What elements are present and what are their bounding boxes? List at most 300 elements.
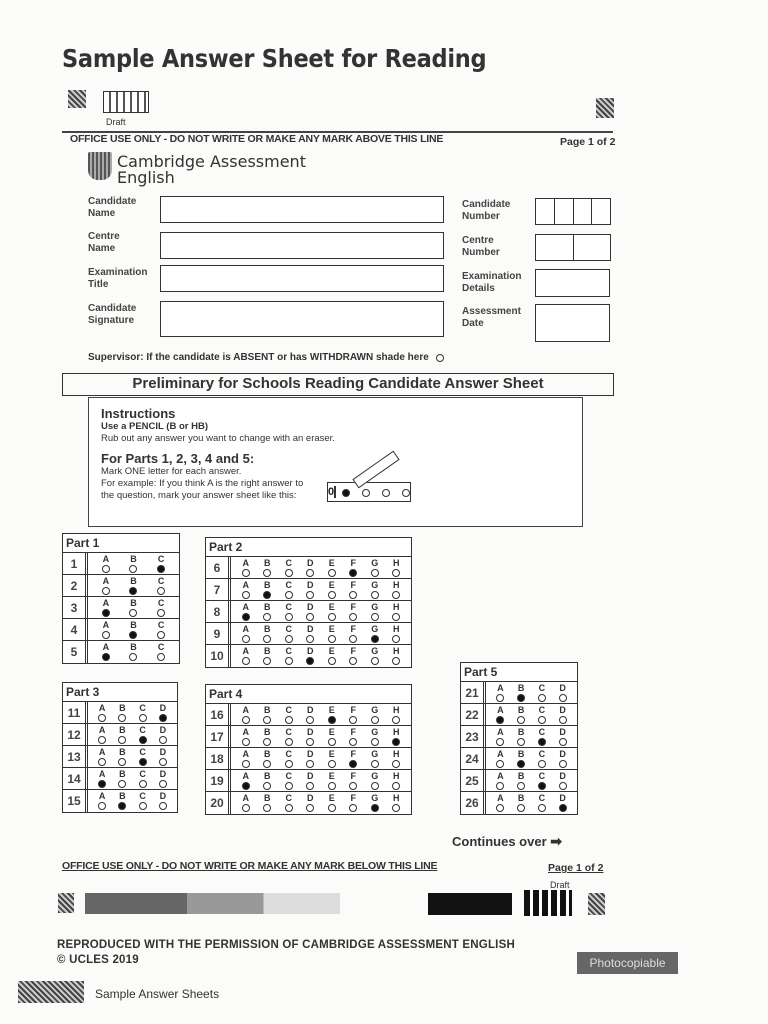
answer-option[interactable] (538, 748, 546, 769)
answer-option[interactable] (328, 748, 336, 769)
answer-bubble[interactable] (496, 738, 504, 746)
answer-option[interactable] (392, 748, 400, 769)
answer-option[interactable] (371, 645, 379, 667)
answer-bubble[interactable] (538, 716, 546, 724)
answer-bubble[interactable] (392, 591, 400, 599)
answer-bubble[interactable] (306, 569, 314, 577)
answer-bubble[interactable] (263, 782, 271, 790)
answer-option[interactable] (328, 792, 336, 814)
answer-bubble[interactable] (102, 565, 110, 573)
answer-bubble[interactable] (371, 613, 379, 621)
answer-option[interactable] (242, 579, 250, 600)
answer-bubble[interactable] (559, 694, 567, 702)
answer-option[interactable] (392, 645, 400, 667)
answer-bubble-filled[interactable] (139, 758, 147, 766)
answer-option[interactable] (517, 770, 525, 791)
answer-bubble-filled[interactable] (242, 613, 250, 621)
answer-option[interactable] (538, 704, 546, 725)
answer-bubble[interactable] (306, 738, 314, 746)
answer-bubble[interactable] (328, 782, 336, 790)
answer-option[interactable] (392, 601, 400, 622)
answer-bubble[interactable] (306, 613, 314, 621)
answer-bubble[interactable] (371, 782, 379, 790)
answer-option[interactable] (349, 601, 357, 622)
answer-bubble[interactable] (285, 804, 293, 812)
answer-bubble[interactable] (371, 591, 379, 599)
answer-bubble-filled[interactable] (559, 804, 567, 812)
answer-option[interactable] (328, 579, 336, 600)
answer-option[interactable] (306, 704, 314, 725)
answer-bubble[interactable] (242, 657, 250, 665)
answer-bubble[interactable] (349, 716, 357, 724)
question-number: 5 (63, 641, 88, 663)
answer-option[interactable] (538, 770, 546, 791)
answer-option[interactable] (139, 724, 147, 745)
answer-option[interactable] (242, 645, 250, 667)
answer-option[interactable] (349, 579, 357, 600)
answer-option[interactable] (349, 557, 357, 578)
answer-option[interactable] (306, 792, 314, 814)
answer-option[interactable] (285, 645, 293, 667)
answer-option[interactable] (496, 726, 504, 747)
answer-option[interactable] (139, 746, 147, 767)
answer-option[interactable] (559, 792, 567, 814)
answer-bubble[interactable] (306, 591, 314, 599)
option-letter: E (328, 749, 335, 759)
answer-option[interactable] (328, 645, 336, 667)
answer-option[interactable] (306, 601, 314, 622)
answer-bubble[interactable] (159, 736, 167, 744)
answer-option[interactable] (538, 726, 546, 747)
answer-bubble[interactable] (538, 804, 546, 812)
answer-bubble[interactable] (159, 802, 167, 810)
answer-bubble-filled[interactable] (349, 760, 357, 768)
answer-bubble[interactable] (285, 657, 293, 665)
answer-bubble[interactable] (559, 716, 567, 724)
assessment-date-field[interactable] (535, 304, 610, 342)
answer-bubble[interactable] (102, 631, 110, 639)
answer-option[interactable] (517, 704, 525, 725)
answer-option[interactable] (328, 601, 336, 622)
answer-option[interactable] (392, 579, 400, 600)
answer-bubble[interactable] (371, 716, 379, 724)
option-letter: D (559, 727, 566, 737)
answer-bubble[interactable] (371, 569, 379, 577)
answer-bubble-filled[interactable] (371, 635, 379, 643)
answer-bubble[interactable] (285, 569, 293, 577)
answer-option[interactable] (98, 724, 106, 745)
answer-bubble[interactable] (392, 613, 400, 621)
answer-option[interactable] (306, 770, 314, 791)
answer-option[interactable] (371, 770, 379, 791)
answer-bubble[interactable] (242, 804, 250, 812)
answer-bubble-filled[interactable] (328, 716, 336, 724)
answer-bubble[interactable] (496, 760, 504, 768)
answer-bubble[interactable] (496, 694, 504, 702)
answer-option[interactable] (157, 575, 165, 596)
answer-option[interactable] (285, 770, 293, 791)
answer-option[interactable] (263, 557, 271, 578)
answer-bubble-filled[interactable] (129, 587, 137, 595)
answer-option[interactable] (285, 792, 293, 814)
option-letter: E (328, 580, 335, 590)
answer-option[interactable] (328, 726, 336, 747)
answer-bubble[interactable] (349, 657, 357, 665)
answer-bubble[interactable] (98, 736, 106, 744)
answer-option[interactable] (129, 619, 137, 640)
answer-bubble[interactable] (559, 760, 567, 768)
answer-bubble[interactable] (139, 780, 147, 788)
answer-bubble-filled[interactable] (306, 657, 314, 665)
answer-bubble-filled[interactable] (349, 569, 357, 577)
answer-bubble-filled[interactable] (102, 609, 110, 617)
answer-bubble-filled[interactable] (139, 736, 147, 744)
answer-bubble[interactable] (159, 758, 167, 766)
question-number: 18 (206, 748, 231, 769)
answer-bubble[interactable] (517, 782, 525, 790)
answer-option[interactable] (159, 724, 167, 745)
answer-option[interactable] (496, 770, 504, 791)
answer-option[interactable] (306, 748, 314, 769)
answer-option[interactable] (392, 726, 400, 747)
candidate-number-field[interactable] (535, 198, 611, 225)
instructions-example: For example: If you think A is the right answer to (101, 478, 304, 489)
question-number: 12 (63, 724, 88, 745)
answer-bubble[interactable] (263, 569, 271, 577)
answer-option[interactable] (263, 704, 271, 725)
answer-bubble[interactable] (285, 613, 293, 621)
answer-bubble[interactable] (118, 736, 126, 744)
answer-bubble[interactable] (496, 782, 504, 790)
answer-bubble[interactable] (328, 569, 336, 577)
answer-option[interactable] (102, 597, 110, 618)
answer-bubble[interactable] (371, 657, 379, 665)
answer-bubble[interactable] (285, 738, 293, 746)
answer-option[interactable] (242, 726, 250, 747)
answer-bubble[interactable] (349, 738, 357, 746)
answer-bubble[interactable] (129, 565, 137, 573)
answer-option[interactable] (538, 792, 546, 814)
exam-title-field[interactable] (160, 265, 444, 292)
answer-option[interactable] (371, 726, 379, 747)
answer-option[interactable] (328, 557, 336, 578)
answer-option[interactable] (102, 619, 110, 640)
answer-option[interactable] (139, 790, 147, 812)
answer-option[interactable] (263, 770, 271, 791)
answer-bubble[interactable] (242, 635, 250, 643)
answer-bubble[interactable] (349, 613, 357, 621)
answer-option[interactable] (157, 619, 165, 640)
answer-option[interactable] (559, 682, 567, 703)
answer-bubble[interactable] (559, 782, 567, 790)
answer-option[interactable] (98, 746, 106, 767)
answer-bubble[interactable] (263, 613, 271, 621)
answer-option[interactable] (263, 579, 271, 600)
answer-option[interactable] (118, 702, 126, 723)
answer-option[interactable] (159, 768, 167, 789)
answer-option[interactable] (102, 553, 110, 574)
answer-bubble[interactable] (98, 714, 106, 722)
answer-option[interactable] (349, 770, 357, 791)
answer-bubble[interactable] (129, 609, 137, 617)
answer-option[interactable] (139, 768, 147, 789)
answer-bubble[interactable] (306, 782, 314, 790)
answer-option[interactable] (159, 746, 167, 767)
answer-bubble[interactable] (263, 635, 271, 643)
answer-option[interactable] (159, 790, 167, 812)
answer-bubble[interactable] (263, 738, 271, 746)
answer-bubble[interactable] (98, 802, 106, 810)
answer-bubble[interactable] (306, 635, 314, 643)
answer-bubble[interactable] (263, 657, 271, 665)
answer-option[interactable] (349, 792, 357, 814)
answer-option[interactable] (159, 702, 167, 723)
answer-bubble[interactable] (371, 738, 379, 746)
signature-field[interactable] (160, 301, 444, 337)
answer-option[interactable] (306, 645, 314, 667)
option-letter: A (497, 683, 504, 693)
answer-bubble[interactable] (538, 694, 546, 702)
answer-bubble[interactable] (139, 802, 147, 810)
answer-bubble[interactable] (118, 758, 126, 766)
answer-option[interactable] (285, 704, 293, 725)
answer-option[interactable] (349, 645, 357, 667)
answer-bubble[interactable] (285, 591, 293, 599)
answer-option[interactable] (242, 792, 250, 814)
answer-option[interactable] (371, 792, 379, 814)
answer-option[interactable] (349, 704, 357, 725)
answer-option[interactable] (371, 557, 379, 578)
option-letter: F (350, 793, 356, 803)
answer-bubble[interactable] (392, 760, 400, 768)
answer-option[interactable] (263, 645, 271, 667)
answer-bubble-filled[interactable] (371, 804, 379, 812)
answer-bubble-filled[interactable] (496, 716, 504, 724)
answer-option[interactable] (392, 792, 400, 814)
answer-option[interactable] (102, 575, 110, 596)
answer-bubble[interactable] (349, 591, 357, 599)
answer-option[interactable] (328, 704, 336, 725)
answer-option[interactable] (263, 726, 271, 747)
answer-option[interactable] (157, 597, 165, 618)
answer-bubble[interactable] (159, 780, 167, 788)
answer-option[interactable] (496, 704, 504, 725)
answer-option[interactable] (118, 790, 126, 812)
answer-bubble[interactable] (349, 804, 357, 812)
answer-bubble[interactable] (242, 591, 250, 599)
question-number: 15 (63, 790, 88, 812)
answer-option[interactable] (118, 746, 126, 767)
answer-bubble[interactable] (392, 782, 400, 790)
answer-option[interactable] (242, 601, 250, 622)
answer-option[interactable] (306, 726, 314, 747)
answer-bubble[interactable] (98, 758, 106, 766)
answer-bubble[interactable] (392, 716, 400, 724)
exam-details-field[interactable] (535, 269, 610, 297)
answer-option[interactable] (392, 770, 400, 791)
answer-option[interactable] (98, 790, 106, 812)
answer-option[interactable] (538, 682, 546, 703)
answer-bubble[interactable] (157, 653, 165, 661)
answer-option[interactable] (285, 748, 293, 769)
answer-option[interactable] (371, 623, 379, 644)
answer-bubble[interactable] (349, 782, 357, 790)
answer-bubble[interactable] (285, 760, 293, 768)
timing-marks (103, 91, 149, 113)
answer-bubble[interactable] (328, 591, 336, 599)
centre-name-field[interactable] (160, 232, 444, 259)
question-number: 24 (461, 748, 486, 769)
centre-number-field[interactable] (535, 234, 611, 261)
answer-bubble[interactable] (306, 716, 314, 724)
answer-option[interactable] (129, 597, 137, 618)
answer-bubble-filled[interactable] (517, 760, 525, 768)
answer-bubble[interactable] (263, 760, 271, 768)
absent-bubble[interactable] (436, 354, 444, 362)
answer-option[interactable] (263, 601, 271, 622)
answer-bubble[interactable] (129, 653, 137, 661)
answer-bubble[interactable] (157, 631, 165, 639)
answer-bubble-filled[interactable] (242, 782, 250, 790)
answer-bubble[interactable] (517, 804, 525, 812)
answer-option[interactable] (98, 768, 106, 789)
answer-bubble[interactable] (349, 635, 357, 643)
answer-option[interactable] (496, 682, 504, 703)
answer-bubble[interactable] (285, 782, 293, 790)
answer-bubble[interactable] (102, 587, 110, 595)
answer-option[interactable] (517, 792, 525, 814)
answer-bubble[interactable] (285, 716, 293, 724)
answer-option[interactable] (392, 623, 400, 644)
answer-bubble-filled[interactable] (538, 738, 546, 746)
answer-bubble[interactable] (263, 804, 271, 812)
answer-bubble[interactable] (242, 760, 250, 768)
answer-bubble[interactable] (328, 804, 336, 812)
answer-bubble[interactable] (328, 738, 336, 746)
answer-bubble[interactable] (538, 760, 546, 768)
answer-bubble-filled[interactable] (538, 782, 546, 790)
answer-option[interactable] (129, 575, 137, 596)
answer-option[interactable] (129, 553, 137, 574)
answer-option[interactable] (285, 557, 293, 578)
answer-option[interactable] (559, 726, 567, 747)
answer-option[interactable] (517, 726, 525, 747)
answer-option[interactable] (349, 726, 357, 747)
answer-option[interactable] (306, 623, 314, 644)
candidate-name-field[interactable] (160, 196, 444, 223)
answer-option[interactable] (285, 726, 293, 747)
answer-bubble[interactable] (242, 716, 250, 724)
answer-option[interactable] (263, 623, 271, 644)
option-letter: B (264, 749, 271, 759)
answer-option[interactable] (496, 792, 504, 814)
answer-bubble[interactable] (328, 613, 336, 621)
answer-bubble-filled[interactable] (263, 591, 271, 599)
answer-option[interactable] (129, 641, 137, 663)
answer-bubble[interactable] (392, 804, 400, 812)
answer-option[interactable] (139, 702, 147, 723)
answer-option[interactable] (517, 748, 525, 769)
answer-bubble[interactable] (139, 714, 147, 722)
answer-bubble[interactable] (496, 804, 504, 812)
answer-option[interactable] (517, 682, 525, 703)
answer-bubble[interactable] (157, 587, 165, 595)
answer-bubble-filled[interactable] (129, 631, 137, 639)
answer-bubble-filled[interactable] (102, 653, 110, 661)
answer-bubble-filled[interactable] (118, 802, 126, 810)
answer-bubble-filled[interactable] (157, 565, 165, 573)
answer-option[interactable] (306, 557, 314, 578)
answer-bubble[interactable] (306, 760, 314, 768)
answer-bubble[interactable] (392, 657, 400, 665)
answer-option[interactable] (285, 579, 293, 600)
answer-option[interactable] (559, 770, 567, 791)
answer-option[interactable] (263, 792, 271, 814)
answer-bubble[interactable] (559, 738, 567, 746)
answer-bubble-filled[interactable] (98, 780, 106, 788)
answer-bubble[interactable] (328, 635, 336, 643)
answer-option[interactable] (285, 623, 293, 644)
answer-option[interactable] (306, 579, 314, 600)
answer-option[interactable] (371, 748, 379, 769)
answer-option[interactable] (242, 623, 250, 644)
answer-option[interactable] (328, 770, 336, 791)
answer-option[interactable] (242, 748, 250, 769)
answer-option[interactable] (559, 748, 567, 769)
answer-option[interactable] (157, 641, 165, 663)
answer-bubble[interactable] (306, 804, 314, 812)
answer-option[interactable] (242, 770, 250, 791)
answer-bubble[interactable] (242, 569, 250, 577)
answer-bubble-filled[interactable] (159, 714, 167, 722)
answer-bubble[interactable] (242, 738, 250, 746)
answer-bubble[interactable] (118, 714, 126, 722)
answer-option[interactable] (371, 601, 379, 622)
answer-option[interactable] (285, 601, 293, 622)
answer-option[interactable] (242, 557, 250, 578)
answer-bubble-filled[interactable] (517, 694, 525, 702)
answer-option[interactable] (371, 704, 379, 725)
answer-bubble[interactable] (118, 780, 126, 788)
answer-bubble[interactable] (517, 716, 525, 724)
answer-bubble[interactable] (517, 738, 525, 746)
answer-bubble-filled[interactable] (392, 738, 400, 746)
answer-option[interactable] (157, 553, 165, 574)
answer-option[interactable] (102, 641, 110, 663)
answer-option[interactable] (263, 748, 271, 769)
answer-bubble[interactable] (328, 657, 336, 665)
answer-bubble[interactable] (157, 609, 165, 617)
answer-option[interactable] (392, 704, 400, 725)
answer-option[interactable] (118, 768, 126, 789)
answer-option[interactable] (371, 579, 379, 600)
answer-option[interactable] (559, 704, 567, 725)
answer-bubble[interactable] (263, 716, 271, 724)
answer-bubble[interactable] (328, 760, 336, 768)
answer-bubble[interactable] (392, 569, 400, 577)
answer-option[interactable] (349, 748, 357, 769)
answer-option[interactable] (496, 748, 504, 769)
answer-option[interactable] (242, 704, 250, 725)
answer-bubble[interactable] (285, 635, 293, 643)
answer-option[interactable] (118, 724, 126, 745)
answer-option[interactable] (392, 557, 400, 578)
answer-bubble[interactable] (392, 635, 400, 643)
answer-option[interactable] (98, 702, 106, 723)
answer-option[interactable] (328, 623, 336, 644)
answer-option[interactable] (349, 623, 357, 644)
answer-bubble[interactable] (371, 760, 379, 768)
